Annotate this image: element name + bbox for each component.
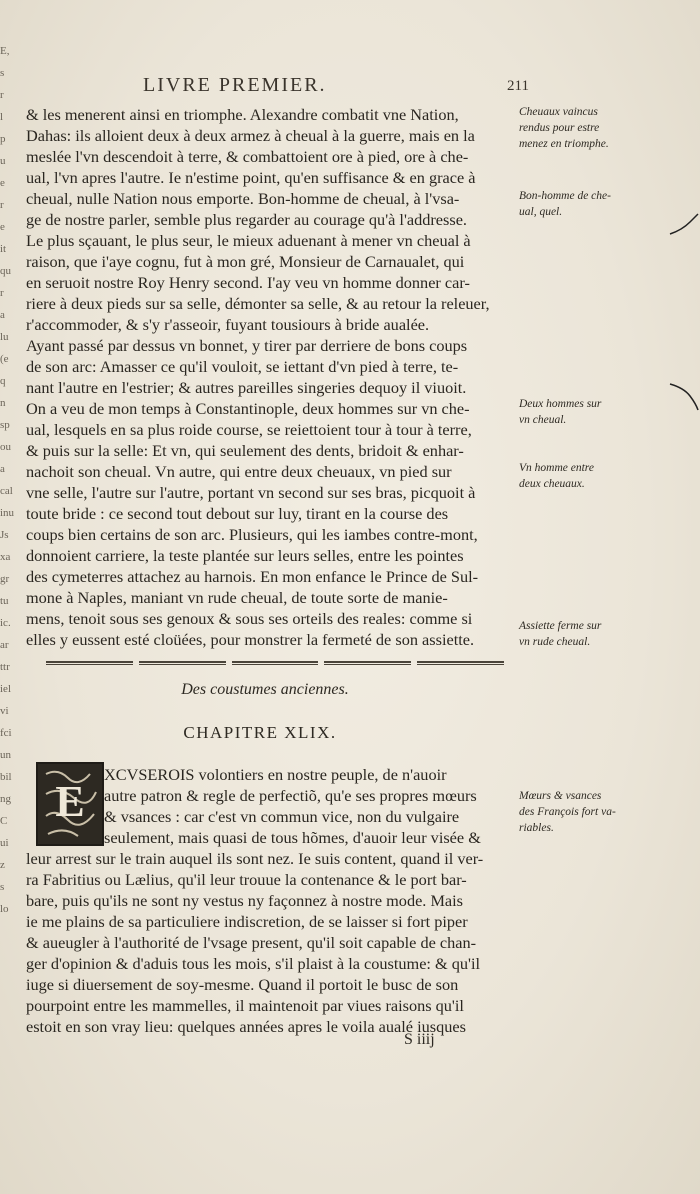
bleed-fragment: C	[0, 815, 8, 827]
margin-note-line: Mœurs & vsances	[519, 790, 602, 802]
margin-note-line: vn rude cheual.	[519, 636, 591, 648]
text-line: ual, lesquels en sa plus roide course, se reiettoient tour à tour à terre,	[26, 420, 472, 439]
facing-page-bleed	[0, 40, 14, 1060]
text-line: Dahas: ils alloient deux à deux armez à cheual à la guerre, mais en la	[26, 126, 475, 145]
text-line: ge de nostre parler, semble plus regarder au courage qu'à l'addresse.	[26, 210, 468, 229]
bleed-fragment: xa	[0, 551, 11, 563]
bleed-fragment: z	[0, 859, 5, 871]
bleed-fragment: it	[0, 243, 7, 255]
margin-note-line: vn cheual.	[519, 414, 567, 426]
bleed-fragment: tu	[0, 595, 9, 607]
chapter-text-line: ra Fabritius ou Lælius, qu'il leur trouue la contenance & le port bar-	[26, 870, 467, 889]
ink-stroke-icon	[668, 212, 700, 242]
chapter-text-line: XCVSEROIS volontiers en nostre peuple, de n'auoir	[104, 765, 447, 784]
bleed-fragment: ttr	[0, 661, 10, 673]
text-line: donnoient carriere, la teste plantée sur leurs selles, entre les pointes	[26, 546, 464, 565]
chapter-text-line: & vsances : car c'est vn commun vice, non du vulgaire	[104, 807, 460, 826]
svg-text:E: E	[55, 777, 85, 826]
margin-note-line: des François fort va-	[519, 806, 616, 818]
text-line: riere à deux pieds sur sa selle, démonter sa selle, & au retour la releuer,	[26, 294, 490, 313]
page-header	[143, 74, 529, 100]
text-line: mens, tenoit sous ses genoux & sous ses orteils des reales: comme si	[26, 609, 473, 628]
bleed-fragment: n	[0, 397, 6, 409]
margin-note-line: deux cheuaux.	[519, 478, 585, 490]
bleed-fragment: r	[0, 199, 4, 211]
bleed-fragment: q	[0, 375, 6, 387]
bleed-fragment: cal	[0, 485, 13, 497]
bleed-fragment: gr	[0, 573, 10, 585]
text-line: nant l'autre en l'estrier; & autres pareilles singeries dequoy il viuoit.	[26, 378, 467, 397]
text-line: de son arc: Amasser ce qu'il vouloit, se iettant d'vn pied à terre, te-	[26, 357, 459, 376]
bleed-fragment: iel	[0, 683, 11, 695]
chapter-title: CHAPITRE XLIX.	[183, 723, 337, 742]
bleed-fragment: Js	[0, 529, 9, 541]
text-line: vne selle, l'autre sur l'autre, portant vn second sur ses bras, picquoit à	[26, 483, 476, 502]
bleed-fragment: E,	[0, 45, 10, 57]
margin-note-line: rendus pour estre	[519, 122, 600, 134]
bleed-fragment: ui	[0, 837, 9, 849]
margin-note-line: Deux hommes sur	[519, 398, 602, 410]
bleed-fragment: bil	[0, 771, 12, 783]
bleed-fragment: s	[0, 881, 5, 893]
bleed-fragment: vi	[0, 705, 9, 717]
bleed-fragment: fci	[0, 727, 12, 739]
chapter-text-line: ger d'opinion & d'aduis tous les mois, s'il plaist à la coustume: & qu'il	[26, 954, 481, 973]
text-line: r'accommoder, & s'y r'asseoir, fuyant tousiours à bride aualée.	[26, 315, 430, 334]
bleed-fragment: p	[0, 133, 6, 145]
bleed-fragment: un	[0, 749, 11, 761]
bleed-fragment: a	[0, 463, 5, 475]
bleed-fragment: ou	[0, 441, 11, 453]
running-title: LIVRE PREMIER.	[143, 74, 327, 96]
text-line: & puis sur la selle: Et vn, qui seulement des dents, bridoit & enhar-	[26, 441, 464, 460]
text-line: & les menerent ainsi en triomphe. Alexandre combatit vne Nation,	[26, 105, 459, 124]
chapter-text-line: bare, puis qu'ils ne sont ny vestus ny façonnez à nostre mode. Mais	[26, 891, 464, 910]
bleed-fragment: u	[0, 155, 6, 167]
text-line: Le plus sçauant, le plus seur, le mieux aduenant à mener vn cheual à	[26, 231, 471, 250]
bleed-fragment: l	[0, 111, 4, 123]
section-divider	[46, 661, 504, 667]
bleed-fragment: ic.	[0, 617, 11, 629]
margin-note	[519, 788, 616, 836]
text-line: mone à Naples, maniant vn rude cheual, de toute sorte de manie-	[26, 588, 448, 607]
text-line: ual, l'vn apres l'autre. Ie n'estime point, qu'en suffisance & en grace à	[26, 168, 476, 187]
margin-note	[519, 460, 594, 492]
bleed-fragment: r	[0, 287, 4, 299]
margin-note-line: riables.	[519, 822, 554, 834]
main-text-block	[26, 104, 514, 650]
ink-stroke-icon	[668, 378, 700, 412]
bleed-fragment: sp	[0, 419, 10, 431]
text-line: cheual, nulle Nation nous emporte. Bon-homme de cheual, à l'vsa-	[26, 189, 460, 208]
section-title: Des coustumes anciennes.	[181, 681, 349, 698]
margin-note-line: Assiette ferme sur	[519, 620, 602, 632]
chapter-text-line: autre patron & regle de perfectiõ, qu'e ses propres mœurs	[104, 786, 477, 805]
text-line: Ayant passé par dessus vn bonnet, y tirer par derriere de bons coups	[26, 336, 468, 355]
chapter-text-block	[26, 764, 514, 1037]
text-line: toute bride : ce second tout debout sur luy, tirant en la course des	[26, 504, 449, 523]
chapter-text-line: seulement, mais quasi de tous hõmes, d'auoir leur visée &	[104, 828, 481, 847]
chapter-text-line: iuge si diuersement de soy-mesme. Quand il portoit le busc de son	[26, 975, 459, 994]
bleed-fragment: (e	[0, 353, 9, 365]
chapter-text-line: & aueugler à l'authorité de l'vsage present, qu'il soit capable de chan-	[26, 933, 477, 952]
text-line: en seruoit nostre Roy Henry second. I'ay veu vn homme donner car-	[26, 273, 470, 292]
margin-note	[519, 618, 601, 650]
page-number: 211	[507, 78, 529, 94]
chapter-text-line: estoit en son vray lieu: quelques années apres le voila aualé iusques	[26, 1017, 466, 1036]
bleed-fragment: s	[0, 67, 5, 79]
margin-note	[519, 396, 601, 428]
chapter-text-line: pourpoint entre les mammelles, il maintenoit par viues raisons qu'il	[26, 996, 464, 1015]
margin-note-line: Vn homme entre	[519, 462, 594, 474]
bleed-fragment: r	[0, 89, 4, 101]
signature-mark: S iiij	[404, 1031, 435, 1048]
margin-note	[519, 104, 609, 152]
text-line: meslée l'vn descendoit à terre, & combattoient ore à pied, ore à che-	[26, 147, 469, 166]
text-line: coups bien certains de son arc. Plusieurs, qui les iambes contre-mont,	[26, 525, 478, 544]
chapter-text-line: ie me plains de sa particuliere indiscretion, de se laisser si fort piper	[26, 912, 468, 931]
bleed-fragment: inu	[0, 507, 14, 519]
bleed-fragment: qu	[0, 265, 11, 277]
margin-note-line: menez en triomphe.	[519, 138, 609, 150]
text-line: elles y eussent esté cloüées, pour monstrer la fermeté de son assiette.	[26, 630, 475, 649]
chapter-text-line: leur arrest sur le train auquel ils sont nez. Ie suis content, quand il ver-	[26, 849, 484, 868]
margin-note-line: ual, quel.	[519, 206, 563, 218]
text-line: nachoit son cheual. Vn autre, qui entre deux cheuaux, vn pied sur	[26, 462, 452, 481]
bleed-fragment: e	[0, 221, 5, 233]
margin-note	[519, 188, 611, 220]
bleed-fragment: e	[0, 177, 5, 189]
bleed-fragment: a	[0, 309, 5, 321]
bleed-fragment: ng	[0, 793, 11, 805]
bleed-fragment: lo	[0, 903, 9, 915]
bleed-fragment: lu	[0, 331, 9, 343]
margin-note-line: Bon-homme de che-	[519, 190, 611, 202]
text-line: des cymeterres attachez au harnois. En mon enfance le Prince de Sul-	[26, 567, 479, 586]
bleed-fragment: ar	[0, 639, 9, 651]
text-line: raison, que i'aye cognu, fut à mon gré, Monsieur de Carnaualet, qui	[26, 252, 465, 271]
text-line: On a veu de mon temps à Constantinople, deux hommes sur vn che-	[26, 399, 470, 418]
margin-note-line: Cheuaux vaincus	[519, 106, 598, 118]
